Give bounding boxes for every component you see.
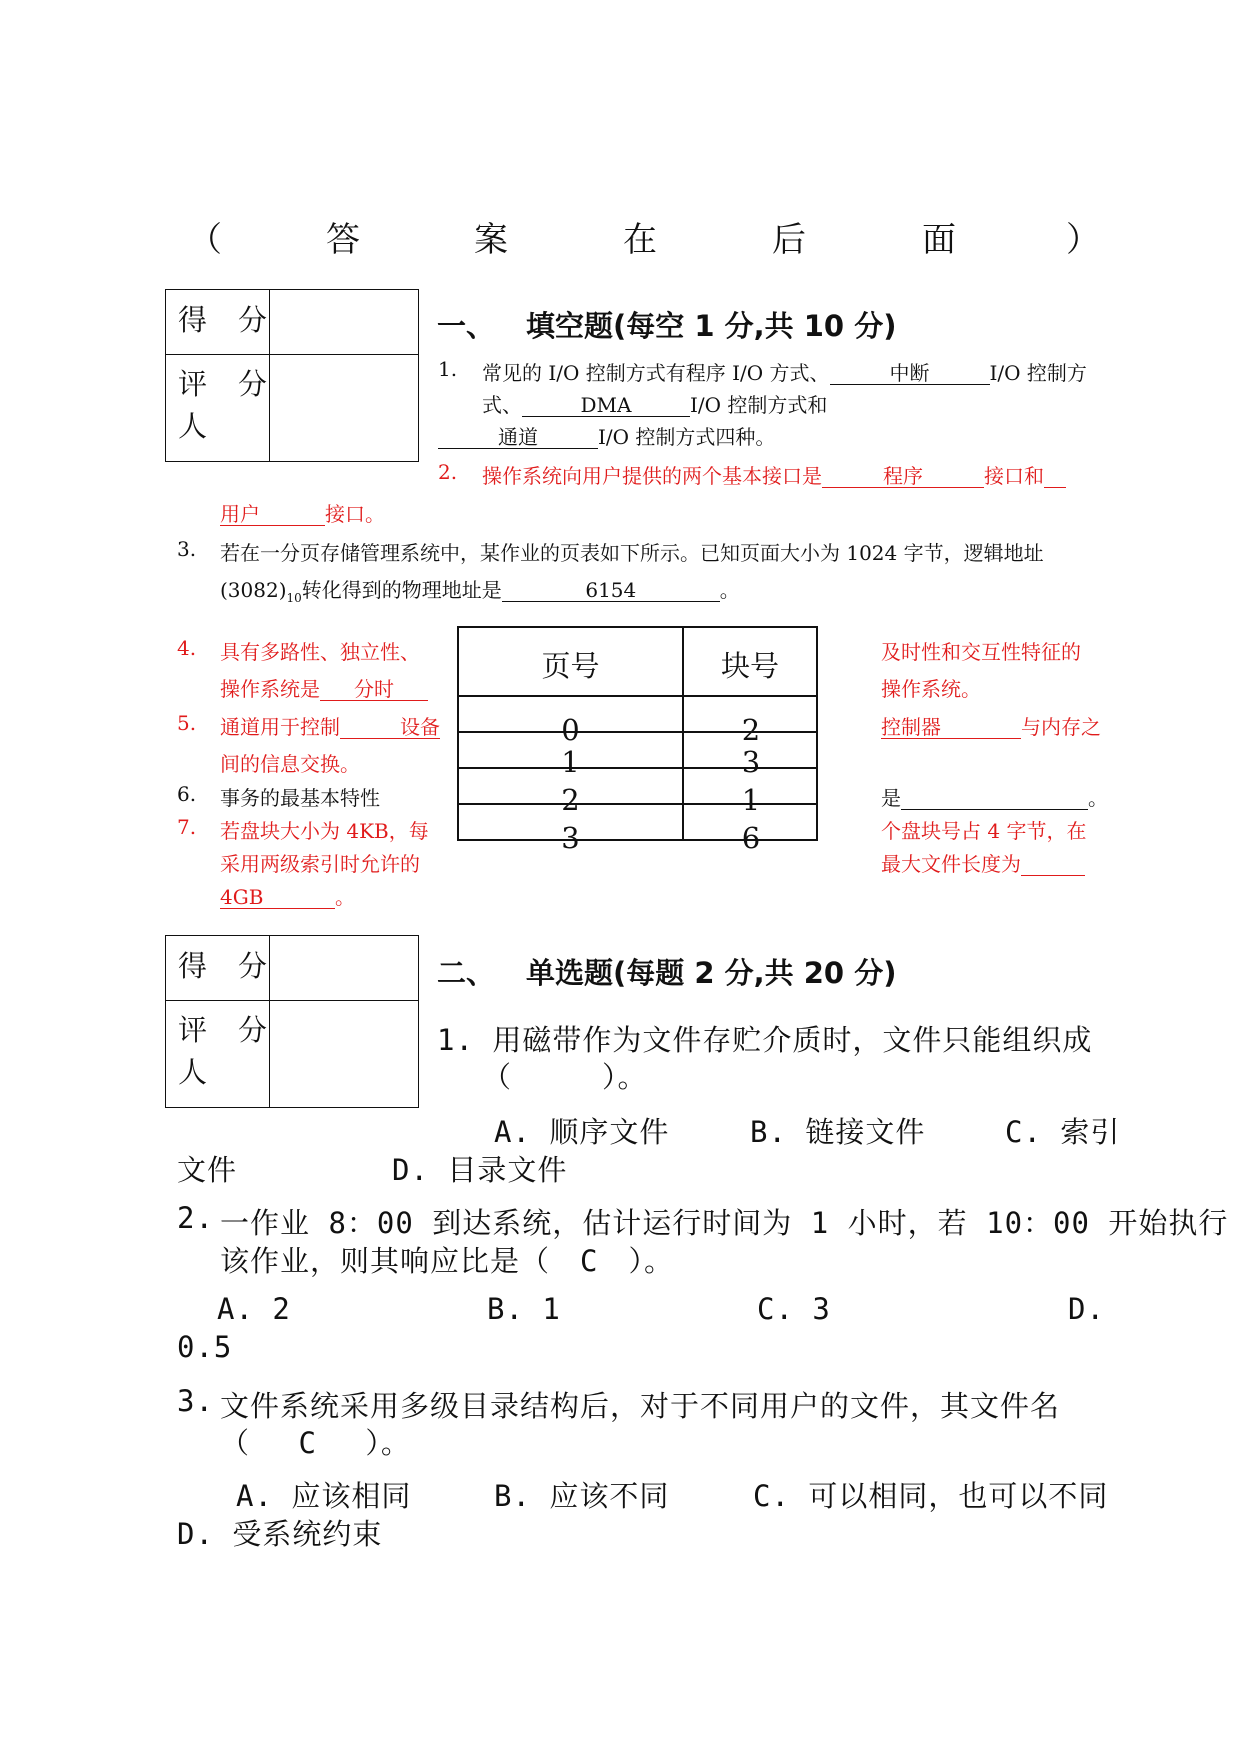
grader-label-2: 人 xyxy=(178,409,209,443)
question-text xyxy=(482,357,1087,386)
question-text xyxy=(881,711,1101,740)
score-box-2 xyxy=(165,935,419,1108)
table-cell xyxy=(459,805,682,855)
answer-blank: 程序 xyxy=(822,466,984,488)
text-segment: 常见的 I/O 控制方式有程序 I/O 方式、 xyxy=(482,361,830,385)
text-segment: (3082) xyxy=(220,578,287,602)
text-segment: 最大文件长度为 xyxy=(881,852,1021,876)
text-segment: 操作系统是 xyxy=(220,677,320,701)
text-segment: 。 xyxy=(1088,786,1108,810)
question-text: 操作系统。 xyxy=(881,677,981,701)
question-number: 2. xyxy=(438,460,458,484)
cell-text: 3 xyxy=(741,745,761,779)
title-char-5: 面 xyxy=(922,220,956,260)
answer-blank xyxy=(1021,854,1085,876)
title-char-3: 在 xyxy=(623,220,657,260)
answer-blank: DMA xyxy=(522,395,690,417)
text-segment: 接口和 xyxy=(984,464,1044,488)
text-segment: 转化得到的物理地址是 xyxy=(301,578,502,602)
section2-number: 二、 xyxy=(437,956,496,990)
section2-title: 单选题(每题 2 分,共 20 分) xyxy=(526,956,897,990)
question-text xyxy=(881,848,1085,877)
cell-text: 2 xyxy=(561,783,580,817)
cell-text: 1 xyxy=(561,745,580,779)
question-number: 4. xyxy=(177,636,197,660)
cell-text: 3 xyxy=(561,821,580,855)
question-text: （ C ）。 xyxy=(220,1426,411,1460)
score-box-1 xyxy=(165,289,419,462)
table-cell xyxy=(459,733,682,779)
question-text: 间的信息交换。 xyxy=(220,752,360,776)
option-d: D. xyxy=(1068,1292,1105,1326)
question-text xyxy=(438,421,775,450)
score-label: 得 分 xyxy=(178,949,269,983)
text-segment: 式、 xyxy=(482,393,522,417)
option-c: C. 索引 xyxy=(1005,1115,1121,1149)
cell-text: 1 xyxy=(741,783,761,817)
answer-blank: 设备 xyxy=(340,717,440,739)
question-text: 及时性和交互性特征的 xyxy=(881,640,1081,664)
cell-text: 0 xyxy=(561,713,580,747)
table-cell xyxy=(684,769,818,817)
option-a: A. 应该相同 xyxy=(236,1479,412,1513)
subscript: 10 xyxy=(286,591,302,605)
answer-blank xyxy=(901,788,1088,810)
question-text xyxy=(220,711,440,740)
option-a: A. 2 xyxy=(217,1292,291,1326)
option-b: B. 应该不同 xyxy=(494,1479,670,1513)
text-segment: 。 xyxy=(719,578,740,602)
text-segment: I/O 控制方式四种。 xyxy=(598,425,776,449)
title-char-4: 后 xyxy=(772,220,806,260)
question-text: 采用两级索引时允许的 xyxy=(220,852,420,876)
text-segment: I/O 控制方 xyxy=(989,361,1087,385)
table-cell xyxy=(459,697,682,747)
text-segment: 是 xyxy=(881,786,901,810)
question-text: 若在一分页存储管理系统中，某作业的页表如下所示。已知页面大小为 1024 字节，逻辑地址 xyxy=(220,541,1044,565)
page-table-header-block: 块号 xyxy=(720,649,779,683)
question-text xyxy=(881,782,1108,811)
table-cell xyxy=(459,769,682,817)
option-d-continued: 0.5 xyxy=(177,1330,233,1364)
page-table xyxy=(457,626,818,855)
answer-blank: 6154 xyxy=(502,580,720,602)
title-char-2: 案 xyxy=(474,220,508,260)
cell-text: 6 xyxy=(741,821,761,855)
text-segment: 与内存之 xyxy=(1021,715,1101,739)
answer-blank: 控制器 xyxy=(881,717,1021,739)
answer-blank: 用户 xyxy=(220,504,325,526)
table-cell xyxy=(684,697,818,747)
answer-blank: 分时 xyxy=(320,679,428,701)
answer-blank-tail xyxy=(1044,466,1066,488)
question-text: 1. 用磁带作为文件存贮介质时，文件只能组织成 xyxy=(437,1023,1093,1057)
option-c-continued: 文件 xyxy=(177,1153,238,1187)
option-d: D. 受系统约束 xyxy=(177,1517,383,1551)
text-segment: 通道用于控制 xyxy=(220,715,340,739)
grader-label-2: 人 xyxy=(178,1055,209,1089)
option-b: B. 1 xyxy=(487,1292,561,1326)
question-number: 1. xyxy=(438,357,458,381)
question-number: 5. xyxy=(177,711,197,735)
question-text xyxy=(220,574,740,605)
page-table-header-page: 页号 xyxy=(541,649,600,683)
title-open-paren: （ xyxy=(188,220,222,260)
question-text: 事务的最基本特性 xyxy=(220,786,380,810)
option-b: B. 链接文件 xyxy=(750,1115,926,1149)
question-text: （ ）。 xyxy=(482,1060,648,1094)
question-text xyxy=(220,498,385,527)
table-cell xyxy=(684,805,818,855)
question-text: 具有多路性、独立性、 xyxy=(220,640,420,664)
option-a: A. 顺序文件 xyxy=(494,1115,670,1149)
question-text xyxy=(482,389,827,418)
question-number: 3. xyxy=(177,1384,214,1418)
score-label: 得 分 xyxy=(178,303,269,337)
question-text xyxy=(220,881,355,910)
question-text xyxy=(482,460,1066,489)
answer-blank: 4GB xyxy=(220,887,335,909)
question-text: 若盘块大小为 4KB，每 xyxy=(220,819,429,843)
question-text xyxy=(220,673,428,702)
question-text: 该作业，则其响应比是（ C ）。 xyxy=(220,1244,674,1278)
option-c: C. 可以相同，也可以不同 xyxy=(753,1479,1109,1513)
section1-title: 填空题(每空 1 分,共 10 分) xyxy=(526,309,897,343)
question-number: 2. xyxy=(177,1201,214,1235)
text-segment: I/O 控制方式和 xyxy=(690,393,828,417)
grader-label: 评 分 xyxy=(178,1013,269,1047)
text-segment: 。 xyxy=(335,885,355,909)
option-d: D. 目录文件 xyxy=(392,1153,568,1187)
table-cell xyxy=(684,733,818,779)
grader-label: 评 分 xyxy=(178,367,269,401)
answer-blank: 通道 xyxy=(438,427,598,449)
question-number: 6. xyxy=(177,782,197,806)
question-text: 个盘块号占 4 字节，在 xyxy=(881,819,1087,843)
option-c: C. 3 xyxy=(757,1292,831,1326)
question-number: 3. xyxy=(177,537,197,561)
text-segment: 接口。 xyxy=(325,502,385,526)
question-text: 文件系统采用多级目录结构后，对于不同用户的文件，其文件名 xyxy=(220,1389,1061,1423)
text-segment: 操作系统向用户提供的两个基本接口是 xyxy=(482,464,822,488)
cell-text: 2 xyxy=(741,713,761,747)
title-char-1: 答 xyxy=(326,220,360,260)
answer-blank: 中断 xyxy=(830,363,990,385)
question-text: 一作业 8：00 到达系统，估计运行时间为 1 小时，若 10：00 开始执行 xyxy=(220,1206,1229,1240)
question-number: 7. xyxy=(177,815,197,839)
section1-number: 一、 xyxy=(437,309,496,343)
title-close-paren: ） xyxy=(1066,220,1100,260)
